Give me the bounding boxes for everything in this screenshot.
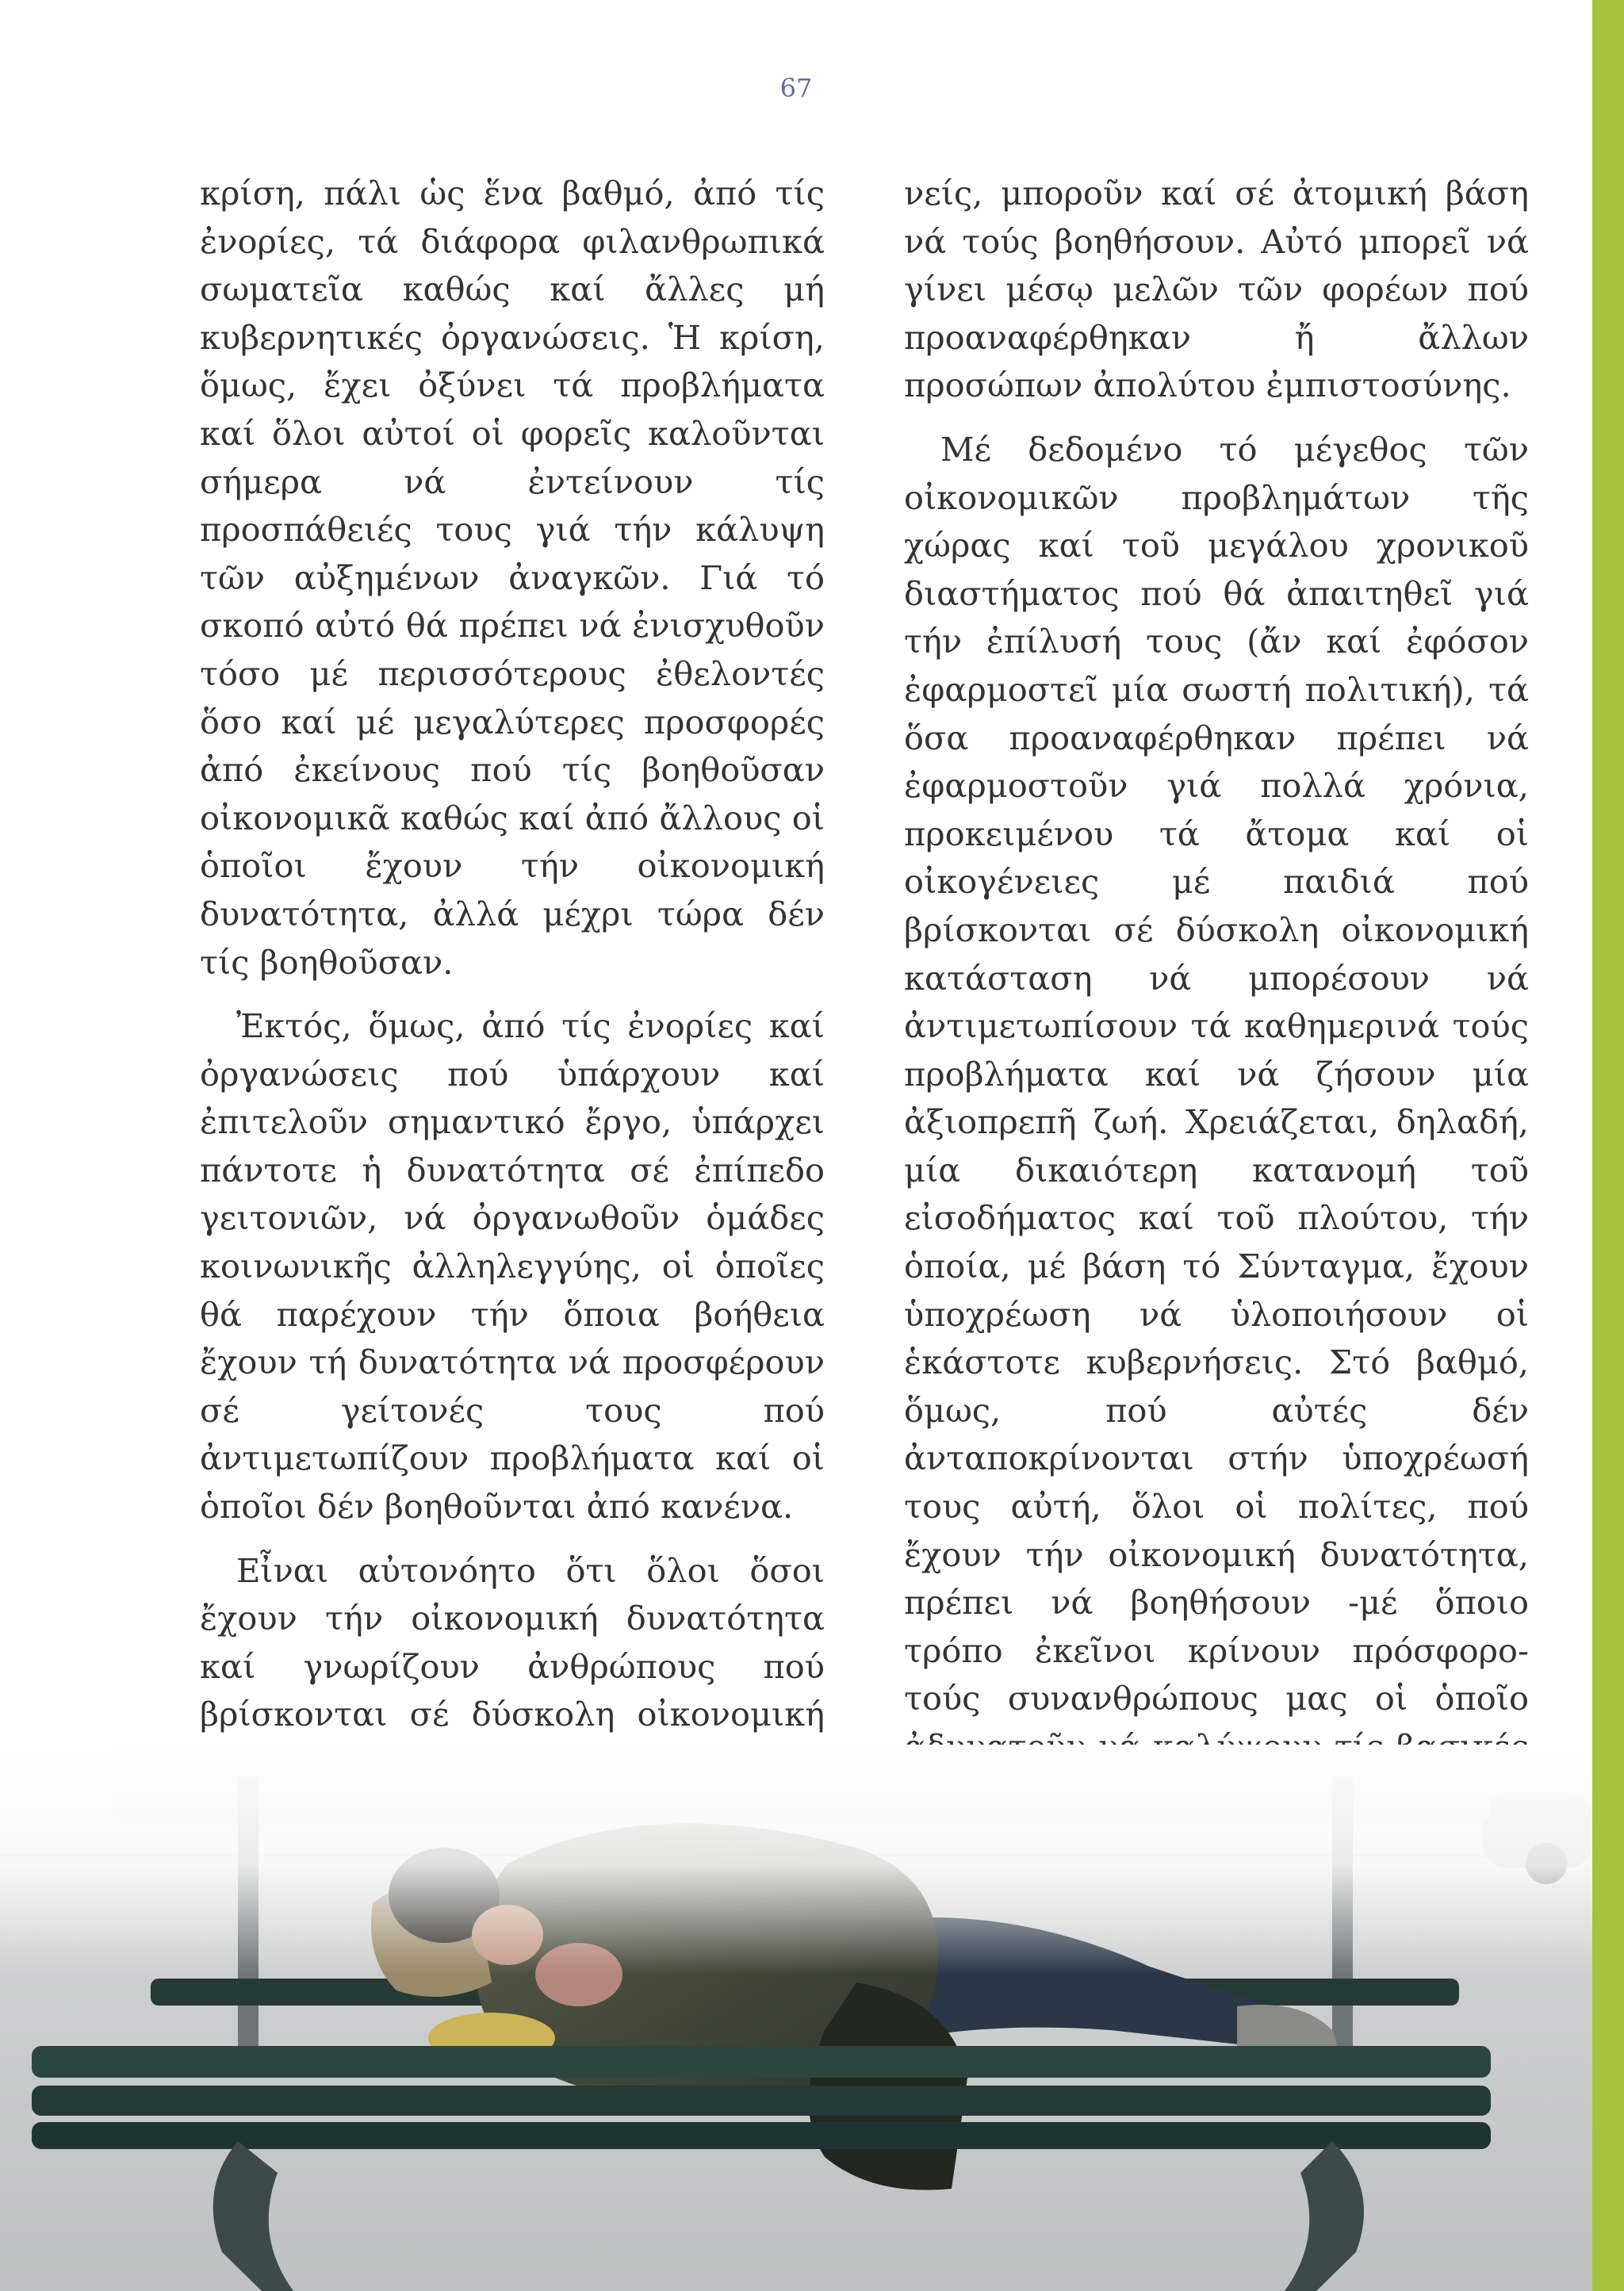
photo-illustration <box>0 1745 1592 2291</box>
accent-side-bar <box>1592 0 1624 2291</box>
left-paragraph-3: Εἶναι αὐτονόητο ὅτι ὅλοι ὅσοι ἔχουν τήν οἰκονομική δυνατότητα καί γνωρίζουν ἀνθρώπους πού βρίσκονται σέ δύσκολη οἰκονομική <box>200 1550 825 1734</box>
right-text-column <box>904 170 1529 1835</box>
left-paragraph-2: Ἐκτός, ὅμως, ἀπό τίς ἐνορίες καί ὀργανώσεις πού ὑπάρχουν καί ἐπιτελοῦν σημαντικό ἔργο, ὑπάρχει πάντοτε ἡ δυνατότητα σέ ἐπίπεδο γειτονιῶν, νά ὀργανωθοῦν ὁμάδες κοινωνικῆς ἀλληλεγγύης, οἱ ὁποῖες θά παρέχουν τήν ὅποια βοήθεια ἔχουν τή δυνατότητα νά προσφέρουν σέ γείτονές τους πού ἀντιμετωπίζουν προβλήματα καί οἱ ὁποῖοι δέν βοηθοῦνται ἀπό κανένα. <box>200 1006 825 1527</box>
left-paragraph-1: κρίση, πάλι ὡς ἕνα βαθμό, ἀπό τίς ἐνορίες, τά διάφορα φιλανθρωπικά σωματεῖα καθώς καί ἄλλες μή κυβερνητικές ὀργανώσεις. Ἡ κρίση, ὅμως, ἔχει ὀξύνει τά προβλήματα καί ὅλοι αὐτοί οἱ φορεῖς καλοῦνται σήμερα νά ἐντείνουν τίς προσπάθειές τους γιά τήν κάλυψη τῶν αὐξημένων ἀναγκῶν. Γιά τό σκοπό αὐτό θά πρέπει νά ἐνισχυθοῦν τόσο μέ περισσότερους ἐθελοντές ὅσο καί μέ μεγαλύτερες προσφορές ἀπό ἐκείνους πού τίς βοηθοῦσαν οἰκονομικᾶ καθώς καί ἀπό ἄλλους οἱ ὁποῖοι ἔχουν τήν οἰκονομική δυνατότητα, ἀλλά μέχρι τώρα δέν τίς βοηθοῦσαν. <box>200 174 825 982</box>
right-paragraph-2: Μέ δεδομένο τό μέγεθος τῶν οἰκονομικῶν προβλημάτων τῆς χώρας καί τοῦ μεγάλου χρονικοῦ διαστήματος πού θά ἀπαιτηθεῖ γιά τήν ἐπίλυσή τους (ἄν καί ἐφόσον ἐφαρμοστεῖ μία σωστή πολιτική), τά ὅσα προαναφέρθηκαν πρέπει νά ἐφαρμοστοῦν γιά πολλά χρόνια, προκειμένου τά ἄτομα καί οἱ οἰκογένειες μέ παιδιά πού βρίσκονται σέ δύσκολη οἰκονομική κατάσταση νά μπορέσουν νά ἀντιμετωπίσουν τά καθημερινά τούς προβλήματα καί νά ζήσουν μία ἀξιοπρεπῆ ζωή. Χρειάζεται, δηλαδή, μία δικαιότερη κατανομή τοῦ εἰσοδήματος καί τοῦ πλούτου, τήν ὁποία, μέ βάση τό Σύνταγμα, ἔχουν ὑποχρέωση νά ὑλοποιήσουν οἱ ἑκάστοτε κυβερνήσεις. Στό βαθμό, ὅμως, πού αὐτές δέν ἀνταποκρίνονται στήν ὑποχρέωσή τους αὐτή, ὅλοι οἱ πολίτες, πού ἔχουν τήν οἰκονομική δυνατότητα, πρέπει νά βοηθήσουν -μέ ὅποιο τρόπο ἐκεῖνοι κρίνουν πρόσφορο- τούς συνανθρώπους μας οἱ ὁποῖο <box>904 429 1529 1718</box>
homeless-on-bench-photo <box>0 1745 1592 2291</box>
right-paragraph-1: νείς, μποροῦν καί σέ ἀτομική βάση νά τούς βοηθήσουν. Αὐτό μπορεῖ νά γίνει μέσῳ μελῶν τῶν φορέων πού προαναφέρθηκαν ἤ ἄλλων προσώπων ἀπολύτου ἐμπιστοσύνης. <box>904 174 1529 405</box>
left-text-column <box>200 170 825 1851</box>
page-number: 67 <box>779 73 813 103</box>
